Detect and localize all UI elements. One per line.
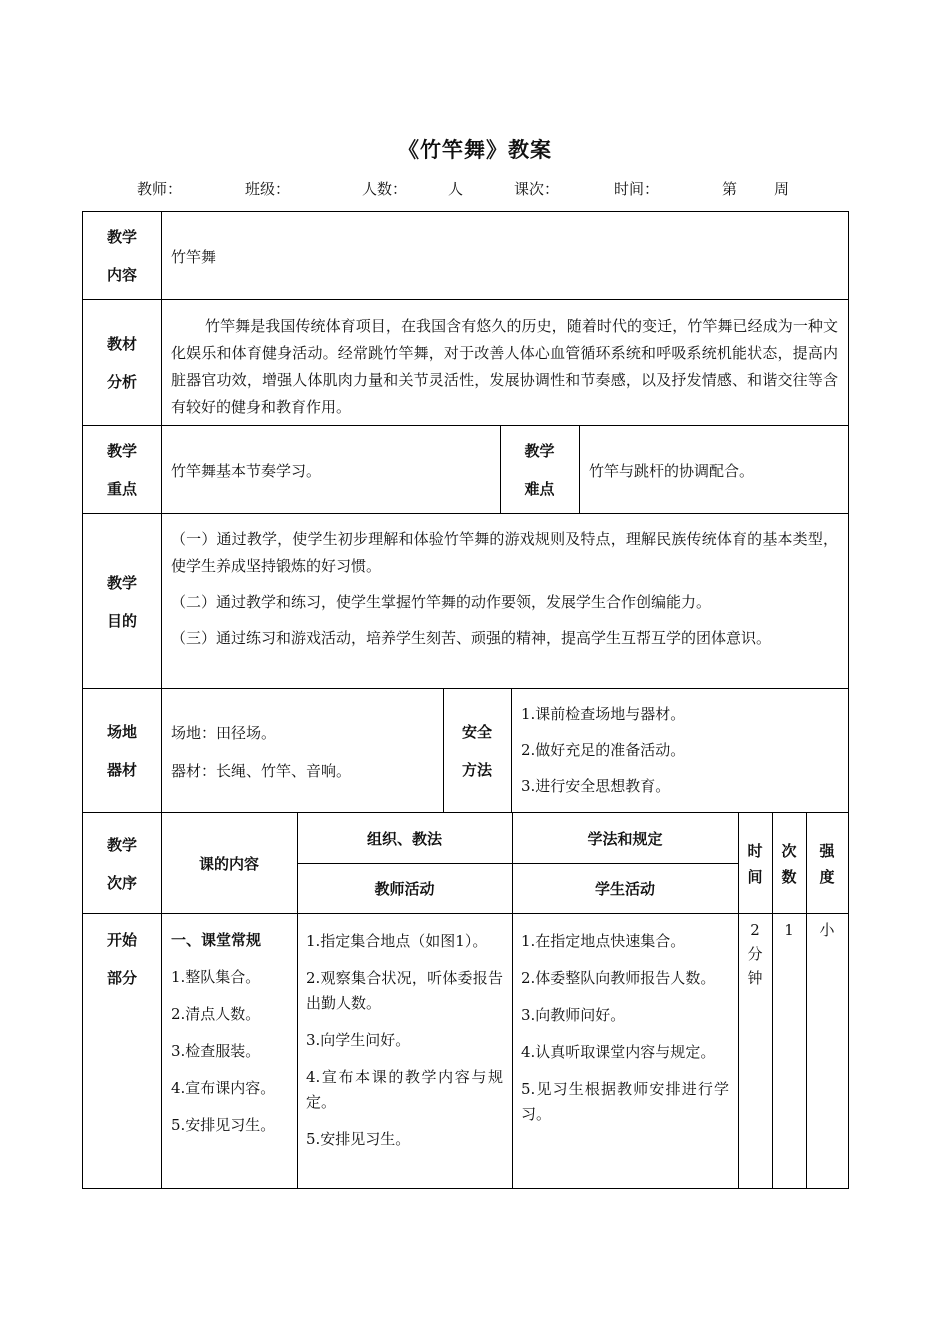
key-label: [82, 425, 162, 514]
key-label-line2: 重点: [106, 480, 137, 498]
intensity-header: [806, 812, 849, 914]
key-value: 竹竿舞基本节奏学习。: [161, 425, 501, 514]
safety-item: 1.课前检查场地与器材。: [521, 705, 686, 723]
safety-label: [443, 688, 512, 813]
goal-item: （一）通过教学，使学生初步理解和体验竹竿舞的游戏规则及特点，理解民族传统体育的基本类型，使学生养成坚持锻炼的好习惯。: [171, 530, 838, 575]
teacher-activity-item: 3.向学生问好。: [306, 1031, 411, 1049]
content-value: 竹竿舞: [161, 211, 849, 300]
difficulty-value: 竹竿与跳杆的协调配合。: [579, 425, 849, 514]
content-label-line1: 教学: [106, 228, 137, 246]
reps-cell: 1: [772, 913, 807, 1189]
phase-start-label: [82, 913, 162, 1189]
time-header-line1: 时: [747, 841, 763, 860]
student-activity-item: 1.在指定地点快速集合。: [521, 932, 686, 950]
time-value-line: 2: [750, 921, 760, 939]
goal-label-line2: 目的: [106, 611, 137, 630]
intensity-header-line2: 度: [819, 867, 835, 886]
goal-label-line1: 教学: [106, 573, 137, 592]
org-method-header: 组织、教法: [297, 812, 513, 864]
student-activity-item: 4.认真听取课堂内容与规定。: [521, 1043, 716, 1061]
teacher-activity-item: 4.宣布本课的教学内容与规定。: [306, 1068, 503, 1111]
time-header: [738, 812, 773, 914]
order-header: [82, 812, 162, 914]
week-suffix: 周: [774, 180, 790, 198]
safety-label-line2: 方法: [461, 761, 492, 779]
count-label: 人数：: [362, 180, 408, 198]
goal-list: [161, 513, 849, 689]
student-activity-header: 学生活动: [512, 863, 739, 914]
course-content-header: 课的内容: [161, 812, 298, 914]
time-label: 时间：: [614, 180, 660, 198]
student-activity-item: 2.体委整队向教师报告人数。: [521, 969, 716, 987]
content-label: [82, 211, 162, 300]
study-rules-header: 学法和规定: [512, 812, 739, 864]
week-prefix: 第: [722, 180, 738, 198]
analysis-label-line1: 教材: [106, 335, 137, 353]
venue-label: [82, 688, 162, 813]
intensity-cell: 小: [806, 913, 849, 1189]
order-header-line2: 次序: [106, 873, 137, 892]
site-text: 场地：田径场。: [171, 724, 277, 742]
analysis-label: [82, 299, 162, 426]
phase-start-line1: 开始: [106, 931, 137, 949]
order-header-line1: 教学: [106, 835, 137, 854]
difficulty-label-line1: 教学: [524, 442, 555, 460]
safety-item: 3.进行安全思想教育。: [521, 777, 671, 795]
key-label-line1: 教学: [106, 442, 137, 460]
analysis-label-line2: 分析: [106, 373, 137, 391]
teacher-activity-item: 2.观察集合状况，听体委报告出勤人数。: [306, 969, 503, 1012]
content-label-line2: 内容: [106, 266, 137, 284]
lesson-label: 课次：: [514, 180, 560, 198]
course-content-cell: [161, 913, 298, 1189]
course-content-item: 4.宣布课内容。: [171, 1079, 276, 1097]
analysis-value: 竹竿舞是我国传统体育项目，在我国含有悠久的历史，随着时代的变迁，竹竿舞已经成为一种文化娱乐和体育健身活动。经常跳竹竿舞，对于改善人体心血管循环系统和呼吸系统机能状态，提高内脏器官功效，增强人体肌肉力量和关节灵活性，发展协调性和节奏感，以及抒发情感、和谐交往等含有较好的健身和教育作用。: [161, 299, 849, 426]
venue-value: [161, 688, 444, 813]
student-activity-cell: [512, 913, 739, 1189]
class-label: 班级：: [245, 180, 291, 198]
course-content-item: 5.安排见习生。: [171, 1116, 276, 1134]
safety-label-line1: 安全: [461, 723, 492, 741]
teacher-activity-item: 1.指定集合地点（如图1）。: [306, 932, 488, 950]
course-content-item: 1.整队集合。: [171, 968, 261, 986]
time-value-line: 分: [747, 945, 763, 963]
equipment-text: 器材：长绳、竹竿、音响。: [171, 762, 352, 780]
venue-label-line1: 场地: [106, 723, 137, 741]
document-title: 《竹竿舞》教案: [398, 137, 552, 162]
intensity-header-line1: 强: [819, 841, 835, 860]
teacher-activity-cell: [297, 913, 513, 1189]
time-cell: [738, 913, 773, 1189]
teacher-activity-item: 5.安排见习生。: [306, 1130, 411, 1148]
student-activity-item: 3.向教师问好。: [521, 1006, 626, 1024]
teacher-activity-header: 教师活动: [297, 863, 513, 914]
safety-list: [511, 688, 849, 813]
course-content-title: 一、课堂常规: [171, 931, 262, 949]
venue-label-line2: 器材: [106, 761, 137, 779]
teacher-label: 教师：: [137, 180, 183, 198]
difficulty-label-line2: 难点: [524, 480, 555, 498]
reps-header-line1: 次: [781, 841, 797, 860]
course-content-item: 3.检查服装。: [171, 1042, 261, 1060]
goal-item: （三）通过练习和游戏活动，培养学生刻苦、顽强的精神，提高学生互帮互学的团体意识。: [171, 629, 772, 647]
reps-header: [772, 812, 807, 914]
goal-label: [82, 513, 162, 689]
course-content-item: 2.清点人数。: [171, 1005, 261, 1023]
reps-header-line2: 数: [781, 867, 797, 886]
time-value-line: 钟: [747, 969, 763, 987]
goal-item: （二）通过教学和练习，使学生掌握竹竿舞的动作要领，发展学生合作创编能力。: [171, 593, 712, 611]
difficulty-label: [500, 425, 580, 514]
safety-item: 2.做好充足的准备活动。: [521, 741, 686, 759]
time-header-line2: 间: [747, 867, 763, 886]
student-activity-item: 5.见习生根据教师安排进行学习。: [521, 1080, 729, 1123]
phase-start-line2: 部分: [106, 969, 137, 987]
person-unit: 人: [448, 180, 464, 198]
